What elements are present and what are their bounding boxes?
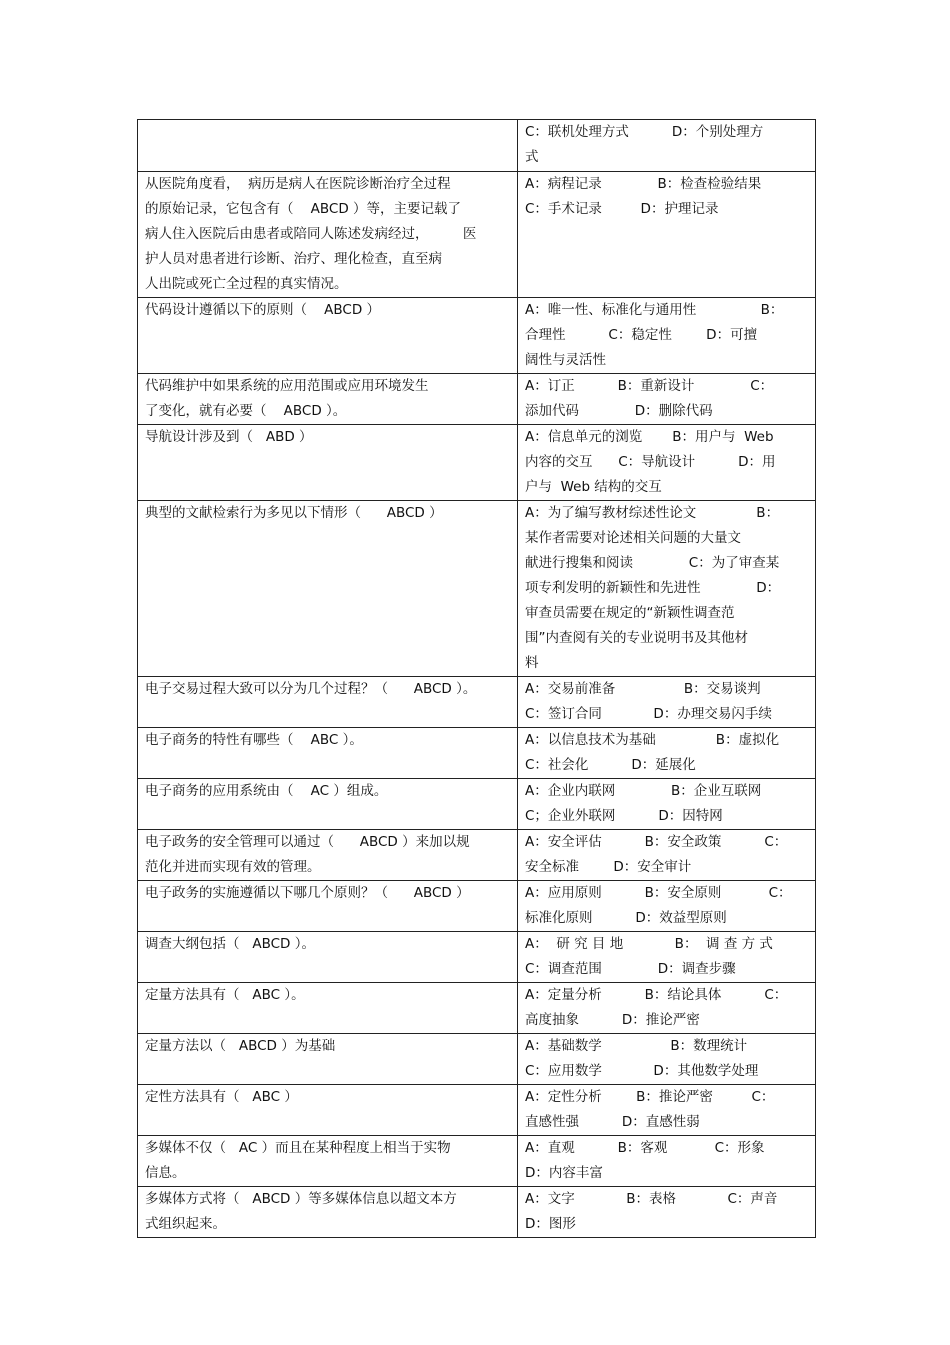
option-text-line: C：调查范围 D：调查步骤 (525, 961, 736, 977)
question-cell (138, 374, 518, 425)
question-text-line: 多媒体不仅（ AC ）而且在某种程度上相当于实物 (145, 1140, 451, 1156)
option-text-line: C：签订合同 D：办理交易闪手续 (525, 706, 772, 722)
question-text-line: 典型的文献检索行为多见以下情形（ ABCD ） (145, 505, 443, 521)
option-text-line: 料 (525, 655, 539, 671)
option-text-line: C：应用数学 D：其他数学处理 (525, 1063, 759, 1079)
question-text-line: 定量方法具有（ ABC ）。 (145, 987, 305, 1003)
table-row (138, 298, 816, 374)
question-cell (138, 172, 518, 298)
table-row (138, 120, 816, 172)
question-text-line: 护人员对患者进行诊断、治疗、理化检查，直至病 (145, 251, 442, 267)
option-text-line: A：安全评估 B：安全政策 C： (525, 834, 788, 850)
question-cell (138, 830, 518, 881)
question-cell (138, 932, 518, 983)
question-text-line: 电子交易过程大致可以分为几个过程？（ ABCD ）。 (145, 681, 477, 697)
table-row (138, 881, 816, 932)
option-text-line: 项专利发明的新颖性和先进性 D： (525, 580, 781, 596)
option-text-line: 标准化原则 D：效益型原则 (525, 910, 727, 926)
question-text-line: 信息。 (145, 1165, 186, 1181)
option-text-line: 献进行搜集和阅读 C：为了审查某 (525, 555, 780, 571)
option-text-line: A：定量分析 B：结论具体 C： (525, 987, 788, 1003)
option-text-line: A：定性分析 B：推论严密 C： (525, 1089, 775, 1105)
options-cell (518, 779, 816, 830)
options-cell (518, 983, 816, 1034)
options-cell (518, 932, 816, 983)
option-text-line: A： 研 究 目 地 B： 调 查 方 式 (525, 936, 773, 952)
table-row (138, 172, 816, 298)
question-cell (138, 677, 518, 728)
table-row (138, 983, 816, 1034)
question-text-line: 范化并进而实现有效的管理。 (145, 859, 321, 875)
document-page (137, 119, 814, 1238)
question-text-line: 代码设计遵循以下的原则（ ABCD ） (145, 302, 381, 318)
option-text-line: A：以信息技术为基础 B：虚拟化 (525, 732, 780, 748)
question-cell (138, 881, 518, 932)
option-text-line: A：基础数学 B：数理统计 (525, 1038, 748, 1054)
option-text-line: C：手术记录 D：护理记录 (525, 201, 719, 217)
question-text-line: 病人住入医院后由患者或陪同人陈述发病经过， 医 (145, 226, 477, 242)
option-text-line: 式 (525, 149, 539, 165)
option-text-line: 内容的交互 C：导航设计 D：用 (525, 454, 776, 470)
options-cell (518, 298, 816, 374)
question-text-line: 人出院或死亡全过程的真实情况。 (145, 276, 348, 292)
options-cell (518, 881, 816, 932)
table-row (138, 1187, 816, 1238)
question-text-line: 的原始记录，它包含有（ ABCD ）等，主要记载了 (145, 201, 462, 217)
table-body (138, 120, 816, 1238)
question-cell (138, 1187, 518, 1238)
table-row (138, 932, 816, 983)
table-row (138, 779, 816, 830)
options-cell (518, 830, 816, 881)
option-text-line: 某作者需要对论述相关问题的大量文 (525, 530, 741, 546)
question-text-line: 电子政务的安全管理可以通过（ ABCD ）来加以规 (145, 834, 470, 850)
options-cell (518, 728, 816, 779)
option-text-line: 审查员需要在规定的“新颖性调查范 (525, 605, 735, 621)
question-cell (138, 1034, 518, 1085)
question-text-line: 导航设计涉及到（ ABD ） (145, 429, 313, 445)
options-cell (518, 1034, 816, 1085)
question-text-line: 电子政务的实施遵循以下哪几个原则？（ ABCD ） (145, 885, 470, 901)
question-cell (138, 425, 518, 501)
option-text-line: A：交易前准备 B：交易谈判 (525, 681, 761, 697)
question-text-line: 电子商务的特性有哪些（ ABC ）。 (145, 732, 363, 748)
option-text-line: D：内容丰富 (525, 1165, 603, 1181)
option-text-line: A：为了编写教材综述性论文 B： (525, 505, 780, 521)
question-cell (138, 728, 518, 779)
question-text-line: 定量方法以（ ABCD ）为基础 (145, 1038, 336, 1054)
option-text-line: C：社会化 D：延展化 (525, 757, 696, 773)
option-text-line: 户与 Web 结构的交互 (525, 479, 662, 495)
options-cell (518, 425, 816, 501)
option-text-line: A：应用原则 B：安全原则 C： (525, 885, 792, 901)
question-cell (138, 298, 518, 374)
options-cell (518, 172, 816, 298)
options-cell (518, 1136, 816, 1187)
table-row (138, 728, 816, 779)
question-cell (138, 120, 518, 172)
table-row (138, 830, 816, 881)
question-cell (138, 501, 518, 677)
table-row (138, 374, 816, 425)
option-text-line: A：信息单元的浏览 B：用户与 Web (525, 429, 774, 445)
option-text-line: 安全标准 D：安全审计 (525, 859, 692, 875)
option-text-line: C；企业外联网 D：因特网 (525, 808, 723, 824)
options-cell (518, 1085, 816, 1136)
options-cell (518, 120, 816, 172)
option-text-line: A：病程记录 B：检查检验结果 (525, 176, 762, 192)
question-text-line: 多媒体方式将（ ABCD ）等多媒体信息以超文本方 (145, 1191, 457, 1207)
options-cell (518, 501, 816, 677)
table-row (138, 501, 816, 677)
question-text-line: 从医院角度看， 病历是病人在医院诊断治疗全过程 (145, 176, 451, 192)
option-text-line: 围”内查阅有关的专业说明书及其他材 (525, 630, 748, 646)
option-text-line: A：唯一性、标准化与通用性 B： (525, 302, 784, 318)
question-text-line: 了变化，就有必要（ ABCD ）。 (145, 403, 347, 419)
question-text-line: 代码维护中如果系统的应用范围或应用环境发生 (145, 378, 429, 394)
table-row (138, 1136, 816, 1187)
question-text-line: 调查大纲包括（ ABCD ）。 (145, 936, 315, 952)
options-cell (518, 1187, 816, 1238)
table-row (138, 677, 816, 728)
question-text-line: 定性方法具有（ ABC ） (145, 1089, 298, 1105)
option-text-line: 直感性强 D：直感性弱 (525, 1114, 700, 1130)
option-text-line: 合理性 C：稳定性 D：可擅 (525, 327, 758, 343)
option-text-line: 添加代码 D：删除代码 (525, 403, 713, 419)
options-cell (518, 677, 816, 728)
question-cell (138, 779, 518, 830)
options-cell (518, 374, 816, 425)
question-cell (138, 1085, 518, 1136)
question-answer-table (137, 119, 816, 1238)
table-row (138, 425, 816, 501)
option-text-line: D：图形 (525, 1216, 576, 1232)
question-text-line: 式组织起来。 (145, 1216, 226, 1232)
question-text-line: 电子商务的应用系统由（ AC ）组成。 (145, 783, 388, 799)
option-text-line: A：文字 B：表格 C：声音 (525, 1191, 778, 1207)
question-cell (138, 1136, 518, 1187)
table-row (138, 1085, 816, 1136)
option-text-line: C：联机处理方式 D：个别处理方 (525, 124, 764, 140)
table-row (138, 1034, 816, 1085)
option-text-line: 阔性与灵活性 (525, 352, 606, 368)
option-text-line: A：订正 B：重新设计 C： (525, 378, 774, 394)
question-cell (138, 983, 518, 1034)
option-text-line: A：直观 B：客观 C：形象 (525, 1140, 765, 1156)
option-text-line: A：企业内联网 B：企业互联网 (525, 783, 762, 799)
option-text-line: 高度抽象 D：推论严密 (525, 1012, 700, 1028)
